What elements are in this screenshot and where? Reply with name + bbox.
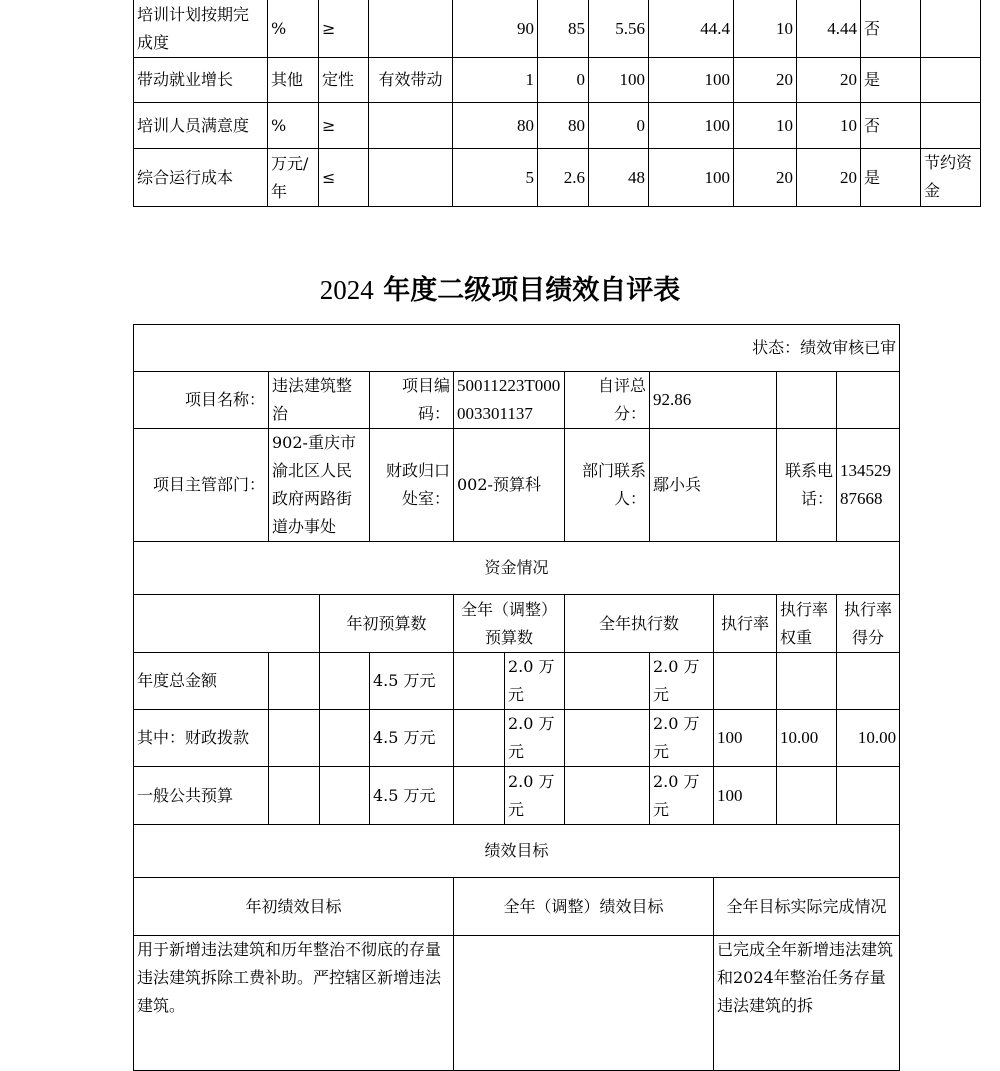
indicator-note: 节约资金 xyxy=(921,149,981,207)
funds-adjusted: 2.0 万元 xyxy=(505,653,565,710)
status-text: 状态：绩效审核已审 xyxy=(134,325,900,372)
indicator-name: 带动就业增长 xyxy=(134,58,268,103)
goals-adjusted-text xyxy=(454,936,714,1071)
indicator-weight: 20 xyxy=(734,149,797,207)
indicator-actual: 2.6 xyxy=(538,149,589,207)
funds-initial: 4.5 万元 xyxy=(370,653,454,710)
empty-cell xyxy=(565,653,650,710)
funds-executed: 2.0 万元 xyxy=(650,653,714,710)
indicator-note xyxy=(921,58,981,103)
goals-section-heading: 绩效目标 xyxy=(134,825,900,878)
phone-value: 13452987668 xyxy=(837,429,900,542)
goals-header-adjusted: 全年（调整）绩效目标 xyxy=(454,878,714,936)
indicator-unit: % xyxy=(268,103,319,149)
finance-label: 财政归口处室： xyxy=(370,429,454,542)
indicator-op: 定性 xyxy=(319,58,369,103)
empty-cell xyxy=(565,710,650,767)
indicator-score: 4.44 xyxy=(797,0,861,58)
indicator-note xyxy=(921,103,981,149)
indicator-score: 10 xyxy=(797,103,861,149)
indicator-actual: 85 xyxy=(538,0,589,58)
indicator-deviation: 5.56 xyxy=(589,0,649,58)
funds-score: 10.00 xyxy=(837,710,900,767)
project-name-value: 违法建筑整治 xyxy=(269,372,370,429)
dept-info-row xyxy=(134,429,900,542)
table-row xyxy=(134,767,900,825)
goals-header-actual: 全年目标实际完成情况 xyxy=(714,878,900,936)
project-code-label: 项目编码： xyxy=(370,372,454,429)
funds-rate: 100 xyxy=(714,710,777,767)
funds-row-label: 年度总金额 xyxy=(134,653,269,710)
funds-score xyxy=(837,653,900,710)
indicator-flag: 是 xyxy=(861,58,921,103)
indicator-unit: % xyxy=(268,0,319,58)
contact-label: 部门联系人： xyxy=(565,429,650,542)
indicator-unit: 万元/年 xyxy=(268,149,319,207)
indicator-weight: 10 xyxy=(734,0,797,58)
funds-executed: 2.0 万元 xyxy=(650,710,714,767)
funds-adjusted: 2.0 万元 xyxy=(505,767,565,825)
empty-cell xyxy=(320,653,370,710)
funds-weight xyxy=(777,767,837,825)
self-evaluation-form xyxy=(133,324,900,1071)
page-title xyxy=(0,268,1000,313)
indicator-op: ≥ xyxy=(319,103,369,149)
indicator-target-text: 有效带动 xyxy=(369,58,453,103)
funds-header-initial: 年初预算数 xyxy=(320,595,454,653)
table-row xyxy=(134,58,981,103)
indicator-name: 综合运行成本 xyxy=(134,149,268,207)
goals-section-row xyxy=(134,825,900,878)
indicator-weight: 10 xyxy=(734,103,797,149)
table-row xyxy=(134,103,981,149)
funds-row-label: 一般公共预算 xyxy=(134,767,269,825)
funds-header-weight: 执行率权重 xyxy=(777,595,837,653)
funds-score xyxy=(837,767,900,825)
finance-value: 002-预算科 xyxy=(454,429,565,542)
table-row xyxy=(134,149,981,207)
indicator-target: 5 xyxy=(453,149,538,207)
indicator-target-text xyxy=(369,103,453,149)
funds-section-row xyxy=(134,542,900,595)
indicator-deviation: 100 xyxy=(589,58,649,103)
indicator-target-text xyxy=(369,0,453,58)
funds-header-executed: 全年执行数 xyxy=(565,595,714,653)
goals-actual-text: 已完成全年新增违法建筑和2024年整治任务存量违法建筑的拆 xyxy=(714,936,900,1071)
empty-cell xyxy=(269,653,320,710)
indicator-score-rate: 100 xyxy=(649,149,734,207)
goals-content-row xyxy=(134,936,900,1071)
indicator-actual: 0 xyxy=(538,58,589,103)
indicator-score-rate: 44.4 xyxy=(649,0,734,58)
funds-adjusted: 2.0 万元 xyxy=(505,710,565,767)
title-year: 2024 xyxy=(319,275,374,305)
empty-cell xyxy=(320,767,370,825)
self-score-label: 自评总分： xyxy=(565,372,650,429)
empty-cell xyxy=(454,767,505,825)
dept-label: 项目主管部门： xyxy=(134,429,269,542)
project-code-value: 50011223T000003301137 xyxy=(454,372,565,429)
indicator-score-rate: 100 xyxy=(649,103,734,149)
funds-row-label: 其中：财政拨款 xyxy=(134,710,269,767)
indicator-deviation: 48 xyxy=(589,149,649,207)
indicator-target: 80 xyxy=(453,103,538,149)
indicator-flag: 是 xyxy=(861,149,921,207)
contact-value: 鄢小兵 xyxy=(650,429,777,542)
empty-cell xyxy=(454,653,505,710)
indicator-flag: 否 xyxy=(861,0,921,58)
indicator-score: 20 xyxy=(797,58,861,103)
goals-header-initial: 年初绩效目标 xyxy=(134,878,454,936)
status-row xyxy=(134,325,900,372)
funds-executed: 2.0 万元 xyxy=(650,767,714,825)
empty-cell xyxy=(837,372,900,429)
funds-header-rate: 执行率 xyxy=(714,595,777,653)
indicator-note xyxy=(921,0,981,58)
indicator-op: ≥ xyxy=(319,0,369,58)
indicator-target: 1 xyxy=(453,58,538,103)
funds-header-adjusted: 全年（调整）预算数 xyxy=(454,595,565,653)
empty-cell xyxy=(777,372,837,429)
indicator-score-rate: 100 xyxy=(649,58,734,103)
empty-cell xyxy=(269,710,320,767)
indicator-deviation: 0 xyxy=(589,103,649,149)
indicator-table xyxy=(133,0,981,207)
table-row xyxy=(134,710,900,767)
self-score-value: 92.86 xyxy=(650,372,777,429)
funds-header-score: 执行率得分 xyxy=(837,595,900,653)
title-text: 年度二级项目绩效自评表 xyxy=(383,275,681,306)
funds-header-row xyxy=(134,595,900,653)
funds-rate xyxy=(714,653,777,710)
table-row xyxy=(134,653,900,710)
empty-cell xyxy=(565,767,650,825)
empty-cell xyxy=(134,595,320,653)
funds-rate: 100 xyxy=(714,767,777,825)
indicator-op: ≤ xyxy=(319,149,369,207)
table-row xyxy=(134,0,981,58)
empty-cell xyxy=(269,767,320,825)
indicator-flag: 否 xyxy=(861,103,921,149)
indicator-name: 培训计划按期完成度 xyxy=(134,0,268,58)
project-info-row xyxy=(134,372,900,429)
goals-header-row xyxy=(134,878,900,936)
indicator-unit: 其他 xyxy=(268,58,319,103)
funds-weight: 10.00 xyxy=(777,710,837,767)
funds-initial: 4.5 万元 xyxy=(370,710,454,767)
indicator-name: 培训人员满意度 xyxy=(134,103,268,149)
indicator-score: 20 xyxy=(797,149,861,207)
project-name-label: 项目名称： xyxy=(134,372,269,429)
empty-cell xyxy=(320,710,370,767)
dept-value: 902-重庆市渝北区人民政府两路街道办事处 xyxy=(269,429,370,542)
phone-label: 联系电话： xyxy=(777,429,837,542)
indicator-actual: 80 xyxy=(538,103,589,149)
indicator-weight: 20 xyxy=(734,58,797,103)
funds-section-heading: 资金情况 xyxy=(134,542,900,595)
funds-weight xyxy=(777,653,837,710)
funds-initial: 4.5 万元 xyxy=(370,767,454,825)
goals-initial-text: 用于新增违法建筑和历年整治不彻底的存量违法建筑拆除工费补助。严控辖区新增违法建筑。 xyxy=(134,936,454,1071)
indicator-target-text xyxy=(369,149,453,207)
empty-cell xyxy=(454,710,505,767)
indicator-target: 90 xyxy=(453,0,538,58)
